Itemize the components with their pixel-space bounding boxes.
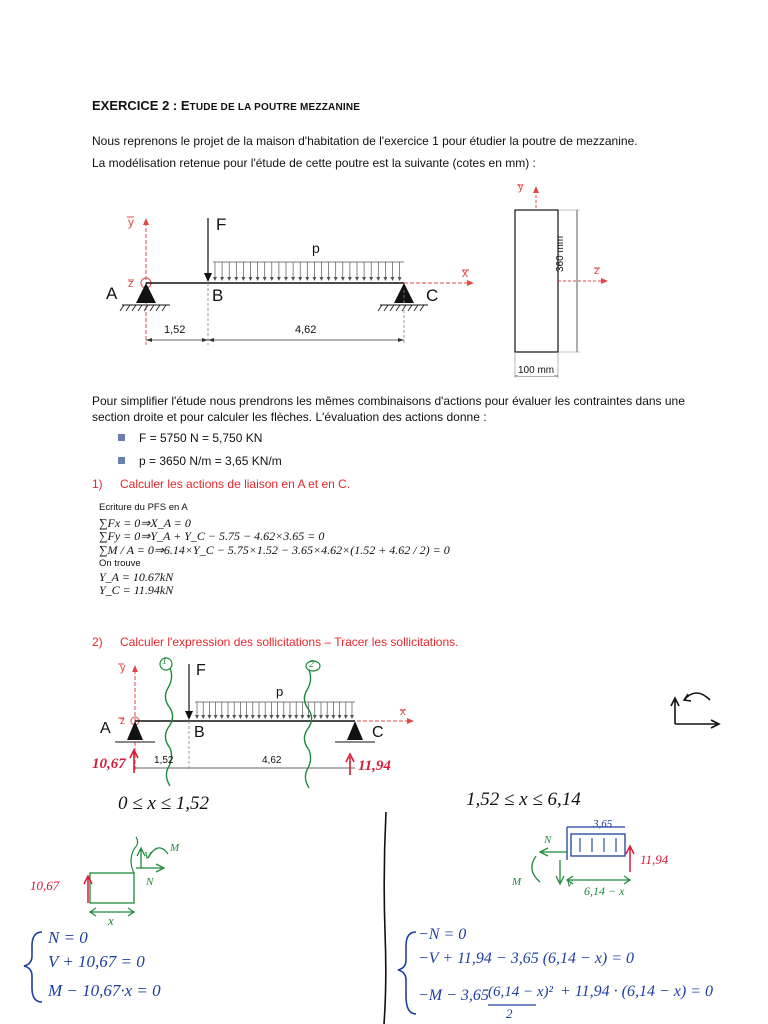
d2-load-p-label: p [276, 684, 284, 699]
load-arrow-head [234, 277, 238, 281]
load-arrow-head [391, 277, 395, 281]
load-arrow-head [307, 715, 311, 719]
load-arrow-head [312, 277, 316, 281]
y-axis-arrow [143, 218, 149, 225]
load-arrow-head [245, 715, 249, 719]
bullet-load-text: p = 3650 N/m = 3,65 KN/m [139, 454, 282, 468]
left-fbd-x-label: x [108, 913, 114, 928]
point-b-label: B [212, 286, 224, 305]
x-axis-arrow [467, 280, 474, 286]
left-eq-1: N = 0 [48, 928, 88, 947]
pfs-eq-3: ∑M / A = 0⇒6.14×Y_C − 5.75×1.52 − 3.65×4.62×(1.52 + 4.62 / 2) = 0 [99, 542, 450, 557]
load-arrow-head [344, 715, 348, 719]
question-1-text: Calculer les actions de liaison en A et en C. [120, 477, 351, 491]
left-fbd-v-label: V [144, 850, 151, 862]
right-equations-brace [398, 932, 416, 1014]
load-arrow-head [300, 715, 304, 719]
load-arrow-head [305, 277, 309, 281]
bullet-square-icon [118, 457, 125, 464]
section-y-label: y [518, 181, 524, 193]
load-arrow-head [294, 715, 298, 719]
load-arrow-head [227, 277, 231, 281]
load-arrow-head [355, 277, 359, 281]
load-arrow-head [256, 277, 260, 281]
right-eq-1: −N = 0 [418, 926, 467, 943]
right-fbd-length-dim [567, 876, 630, 884]
sign-convention-axes [671, 698, 719, 728]
support-a-hatching [120, 305, 166, 311]
d2-y-axis-arrow [132, 665, 138, 672]
load-arrow-head [269, 715, 273, 719]
load-arrow-head [313, 715, 317, 719]
d2-dim-bc-label: 4,62 [262, 755, 282, 766]
left-fbd-body [90, 873, 134, 903]
load-arrow-head [362, 277, 366, 281]
left-fbd-n-arrow [136, 864, 164, 872]
point-a-label: A [106, 284, 118, 303]
load-arrow-head [341, 277, 345, 281]
d2-point-b-label: B [194, 724, 205, 741]
load-arrow-head [320, 277, 324, 281]
force-f-head [204, 273, 212, 282]
d2-z-axis-label: z [120, 716, 125, 727]
load-arrow-head [201, 715, 205, 719]
d2-force-f-label: F [196, 662, 206, 679]
left-fbd-m-label: M [170, 842, 180, 854]
support-a [136, 283, 156, 303]
section-height-label: 360 mm [555, 235, 566, 272]
right-fbd-body [571, 834, 625, 856]
load-arrow-head [288, 715, 292, 719]
load-arrow-head [369, 277, 373, 281]
pfs-block [99, 501, 499, 598]
load-arrow-head [282, 715, 286, 719]
left-eq-3: M − 10,67·x = 0 [48, 981, 161, 1000]
load-arrow-head [232, 715, 236, 719]
exercise-number: EXERCICE 2 : [92, 98, 178, 113]
load-arrow-head [327, 277, 331, 281]
load-arrow-head [383, 277, 387, 281]
range-right: 1,52 ≤ x ≤ 6,14 [466, 789, 581, 810]
right-fbd-v-label: V [566, 878, 573, 890]
right-eq-3a: −M − 3,65 [418, 987, 489, 1004]
d2-y-axis-label: y [120, 662, 126, 674]
cut-line-2 [304, 670, 311, 788]
load-arrow-head [241, 277, 245, 281]
right-fbd-v-arrow [556, 860, 564, 884]
reaction-a-arrow [130, 750, 138, 773]
load-arrow-head [277, 277, 281, 281]
section-z-label: z [594, 265, 600, 277]
load-arrow-head [213, 277, 217, 281]
x-axis-label: x [462, 266, 468, 280]
load-arrow-head [338, 715, 342, 719]
right-fbd-load-label: 3,65 [593, 818, 613, 830]
load-p-label: p [312, 240, 320, 256]
reaction-c-value: 11,94 [358, 758, 391, 774]
distributed-load-arrows [213, 262, 402, 281]
support-c-hatching [378, 305, 424, 311]
right-eq-3c: + 11,94 · (6,14 − x) = 0 [560, 983, 713, 1000]
dim-arrow-b-left [202, 338, 208, 342]
left-fbd-reaction-arrow [84, 876, 92, 903]
d2-force-f-head [185, 711, 193, 720]
bullet-force-text: F = 5750 N = 5,750 KN [139, 431, 263, 445]
load-arrow-head [251, 715, 255, 719]
load-arrow-head [195, 715, 199, 719]
d2-point-c-label: C [372, 724, 384, 741]
range-left: 0 ≤ x ≤ 1,52 [118, 793, 210, 814]
load-arrow-head [207, 715, 211, 719]
d2-distributed-load-arrows [195, 702, 354, 719]
left-equations-brace [24, 932, 42, 1002]
load-arrow-head [257, 715, 261, 719]
d2-x-axis-arrow [407, 718, 414, 724]
cut-1-label: 1 [162, 656, 167, 667]
dim-bc-label: 4,62 [295, 324, 317, 336]
bullet-force [118, 431, 262, 445]
load-arrow-head [298, 277, 302, 281]
load-arrow-head [220, 715, 224, 719]
cross-section [515, 210, 558, 352]
right-eq-3d: 2 [506, 1006, 513, 1021]
pfs-eq-1: ∑Fx = 0⇒X_A = 0 [99, 515, 191, 530]
d2-support-c [347, 721, 363, 740]
load-arrow-head [331, 715, 335, 719]
intro-line-1: Nous reprenons le projet de la maison d'habitation de l'exercice 1 pour étudier la poutre de mezzanine. [92, 134, 638, 148]
left-fbd-m-arrow [148, 848, 168, 858]
cut-2-label: 2 [309, 659, 314, 670]
load-arrow-head [284, 277, 288, 281]
right-fbd-length-label: 6,14 − x [584, 884, 625, 898]
left-fbd-n-label: N [146, 876, 154, 888]
z-axis-label: z [128, 278, 134, 290]
pfs-ya: Y_A = 10.67kN [99, 569, 174, 584]
d2-x-axis-label: x [400, 706, 406, 718]
question-1-number: 1) [92, 477, 103, 491]
intro-line-2: La modélisation retenue pour l'étude de cette poutre est la suivante (cotes en mm) : [92, 156, 536, 170]
load-arrow-head [348, 277, 352, 281]
load-arrow-head [350, 715, 354, 719]
force-f-label: F [216, 215, 227, 234]
question-2-number: 2) [92, 635, 103, 649]
dim-ab-label: 1,52 [164, 324, 186, 336]
right-eq-2: −V + 11,94 − 3,65 (6,14 − x) = 0 [418, 950, 635, 967]
d2-point-a-label: A [100, 720, 111, 737]
exercise-title-initial: E [180, 98, 190, 113]
simplify-line-2: section droite et pour calculer les flèches. L'évaluation des actions donne : [92, 410, 487, 424]
reaction-c-arrow [346, 754, 354, 775]
load-arrow-head [270, 277, 274, 281]
load-arrow-head [376, 277, 380, 281]
right-fbd-reaction-arrow [626, 846, 634, 872]
right-fbd-n-label: N [544, 834, 552, 846]
right-eq-3b: (6,14 − x)² [488, 984, 554, 1000]
bullet-load [118, 454, 282, 468]
load-arrow-head [263, 715, 267, 719]
section-y-arrow [533, 186, 539, 193]
section-z-arrow [601, 278, 608, 284]
load-arrow-head [263, 277, 267, 281]
left-fbd-force-label: 10,67 [30, 878, 60, 893]
bullet-square-icon [118, 434, 125, 441]
load-arrow-head [214, 715, 218, 719]
load-arrow-head [325, 715, 329, 719]
question-2-text: Calculer l'expression des sollicitations – Tracer les sollicitations. [120, 635, 459, 649]
point-c-label: C [426, 286, 439, 305]
pfs-eq-2: ∑Fy = 0⇒Y_A + Y_C − 5.75 − 4.62×3.65 = 0 [99, 529, 325, 543]
reaction-a-value: 10,67 [92, 756, 126, 772]
exercise-title-rest: TUDE DE LA POUTRE MEZZANINE [189, 102, 361, 113]
d2-support-a [127, 721, 143, 740]
load-arrow-head [220, 277, 224, 281]
right-fbd-force-label: 11,94 [640, 852, 669, 867]
right-fbd-m-arrow [532, 856, 540, 882]
pfs-heading: Ecriture du PFS en A [99, 502, 188, 513]
dim-arrow-b-right [208, 338, 214, 342]
solution-divider [384, 812, 386, 1024]
pfs-found: On trouve [99, 558, 141, 569]
dim-arrow-c [398, 338, 404, 342]
right-fbd-load-arrows [580, 838, 616, 852]
simplify-line-1: Pour simplifier l'étude nous prendrons les mêmes combinaisons d'actions pour évaluer les contraintes dans une [92, 394, 685, 408]
y-axis-label: y [128, 215, 134, 229]
load-arrow-head [398, 277, 402, 281]
question-2 [92, 634, 458, 651]
load-arrow-head [238, 715, 242, 719]
load-arrow-head [249, 277, 253, 281]
section-width-label: 100 mm [518, 365, 555, 376]
load-arrow-head [334, 277, 338, 281]
right-fbd-m-label: M [512, 876, 522, 888]
load-arrow-head [319, 715, 323, 719]
load-arrow-head [226, 715, 230, 719]
right-fbd-n-arrow [540, 848, 567, 856]
question-1 [92, 476, 350, 493]
pfs-yc: Y_C = 11.94kN [99, 583, 174, 597]
left-eq-2: V + 10,67 = 0 [48, 952, 145, 971]
load-arrow-head [276, 715, 280, 719]
d2-dim-ab-label: 1,52 [154, 755, 174, 766]
dim-arrow-a [146, 338, 152, 342]
load-arrow-head [291, 277, 295, 281]
